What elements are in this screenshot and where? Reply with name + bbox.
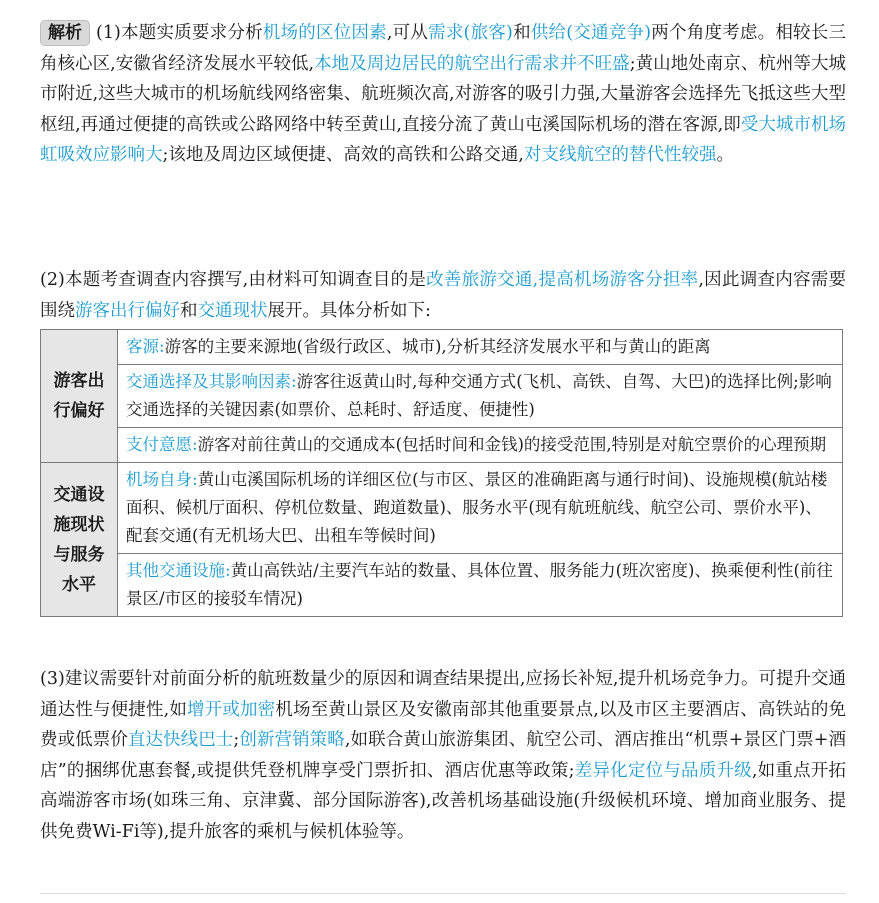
analysis-tag: 解析 bbox=[40, 20, 90, 46]
part-1-text bbox=[40, 23, 846, 165]
answer-part-1 bbox=[40, 18, 846, 171]
part-1-text: 。 bbox=[716, 145, 734, 165]
detail-text: 黄山屯溪国际机场的详细区位(与市区、景区的准确距离与通行时间)、设施规模(航站楼面积、候机厅面积、停机位数量、跑道数量)、服务水平(现有航班航线、航空公司、票价水平)、配套交通(有无机场大巴、出租车等候时间) bbox=[126, 470, 828, 545]
part-1-highlight: 机场的区位因素 bbox=[262, 23, 387, 43]
table-row bbox=[41, 554, 843, 617]
detail-cell bbox=[118, 330, 843, 365]
table-row bbox=[41, 365, 843, 428]
part-3-highlight: 创新营销策略 bbox=[239, 730, 345, 750]
detail-text: 黄山高铁站/主要汽车站的数量、具体位置、服务能力(班次密度)、换乘便利性(前往景区/市区的接驳车情况) bbox=[126, 561, 833, 608]
part-1-text: ;黄山地处南京、杭州等大城市附近,这些大城市的机场航线网络密集、航班频次高,对游客的吸引力强,大量游客会选择先飞抵这些大型枢纽,再通过便捷的高铁或公路网络中转至黄山,直接分流了黄山屯溪国际机场的潜在客源,即 bbox=[40, 53, 846, 135]
part-1-highlight: 对支线航空的替代性较强 bbox=[523, 145, 717, 165]
part-3-text: ,如重点开拓高端游客市场(如珠三角、京津冀、部分国际游客),改善机场基础设施(升级候机环境、增加商业服务、提供免费Wi-Fi等),提升旅客的乘机与候机体验等。 bbox=[40, 760, 847, 842]
part-2-text bbox=[40, 265, 846, 326]
part-3-text: ; bbox=[233, 730, 240, 750]
part-2-highlight: 改善旅游交通,提高机场游客分担率 bbox=[426, 270, 699, 290]
answer-part-3 bbox=[40, 664, 846, 847]
detail-label: 客源: bbox=[126, 337, 165, 356]
detail-text: 游客对前往黄山的交通成本(包括时间和金钱)的接受范围,特别是对航空票价的心理预期 bbox=[197, 435, 827, 454]
detail-cell bbox=[118, 365, 843, 428]
part-3-highlight: 直达快线巴士 bbox=[127, 730, 234, 750]
part-1-highlight: 供给(交通竞争) bbox=[530, 23, 652, 43]
part-1-text: ,可从 bbox=[386, 23, 429, 43]
part-3-highlight: 差异化定位与品质升级 bbox=[574, 760, 752, 781]
detail-label: 交通选择及其影响因素: bbox=[126, 372, 297, 391]
detail-label: 其他交通设施: bbox=[126, 561, 231, 580]
part-1-highlight: 受大城市机场虹吸效应影响大 bbox=[40, 114, 847, 165]
table-row bbox=[41, 428, 843, 463]
part-3-text: (3)建议需要针对前面分析的航班数量少的原因和调查结果提出,应扬长补短,提升机场竞争力。可提升交通通达性与便捷性,如 bbox=[40, 669, 846, 720]
detail-label: 支付意愿: bbox=[126, 435, 198, 454]
table-row bbox=[41, 463, 843, 554]
part-3-text: 机场至黄山景区及安徽南部其他重要景点,以及市区主要酒店、高铁站的免费或低票价 bbox=[40, 699, 847, 750]
survey-table-body bbox=[41, 330, 843, 617]
part-1-text: (1)本题实质要求分析 bbox=[96, 23, 263, 43]
part-1-highlight: 本地及周边居民的航空出行需求并不旺盛 bbox=[314, 53, 630, 74]
answer-part-2 bbox=[40, 265, 846, 326]
table-row bbox=[41, 330, 843, 365]
part-1-text: ;该地及周边区域便捷、高效的高铁和公路交通, bbox=[162, 145, 524, 165]
part-2-highlight: 游客出行偏好 bbox=[75, 300, 180, 321]
part-1-paragraph bbox=[40, 18, 846, 171]
part-2-text: ,因此调查内容需要围绕 bbox=[40, 270, 847, 321]
survey-content-table bbox=[40, 329, 843, 617]
detail-cell bbox=[118, 463, 843, 554]
part-2-text: 展开。具体分析如下: bbox=[267, 300, 431, 321]
category-cell: 交通设施现状与服务水平 bbox=[41, 463, 118, 617]
part-2-text: (2)本题考查调查内容撰写,由材料可知调查目的是 bbox=[40, 270, 427, 290]
bottom-divider bbox=[40, 893, 846, 894]
part-3-text bbox=[40, 664, 846, 847]
detail-cell bbox=[118, 428, 843, 463]
part-2-text: 和 bbox=[180, 300, 198, 321]
part-3-highlight: 增开或加密 bbox=[187, 699, 276, 720]
detail-text: 游客往返黄山时,每种交通方式(飞机、高铁、自驾、大巴)的选择比例;影响交通选择的关键因素(如票价、总耗时、舒适度、便捷性) bbox=[126, 372, 832, 419]
detail-label: 机场自身: bbox=[126, 470, 198, 489]
part-2-highlight: 交通现状 bbox=[197, 300, 268, 321]
detail-cell bbox=[118, 554, 843, 617]
part-1-text: 和 bbox=[512, 23, 531, 43]
category-cell: 游客出行偏好 bbox=[41, 330, 118, 463]
detail-text: 游客的主要来源地(省级行政区、城市),分析其经济发展水平和与黄山的距离 bbox=[164, 337, 711, 356]
part-3-text: ,如联合黄山旅游集团、航空公司、酒店推出“机票+景区门票+酒店”的捆绑优惠套餐,或提供凭登机牌享受门票折扣、酒店优惠等政策; bbox=[40, 730, 847, 781]
part-1-highlight: 需求(旅客) bbox=[428, 23, 513, 43]
part-1-text: 两个角度考虑。相较长三角核心区,安徽省经济发展水平较低, bbox=[40, 23, 846, 74]
